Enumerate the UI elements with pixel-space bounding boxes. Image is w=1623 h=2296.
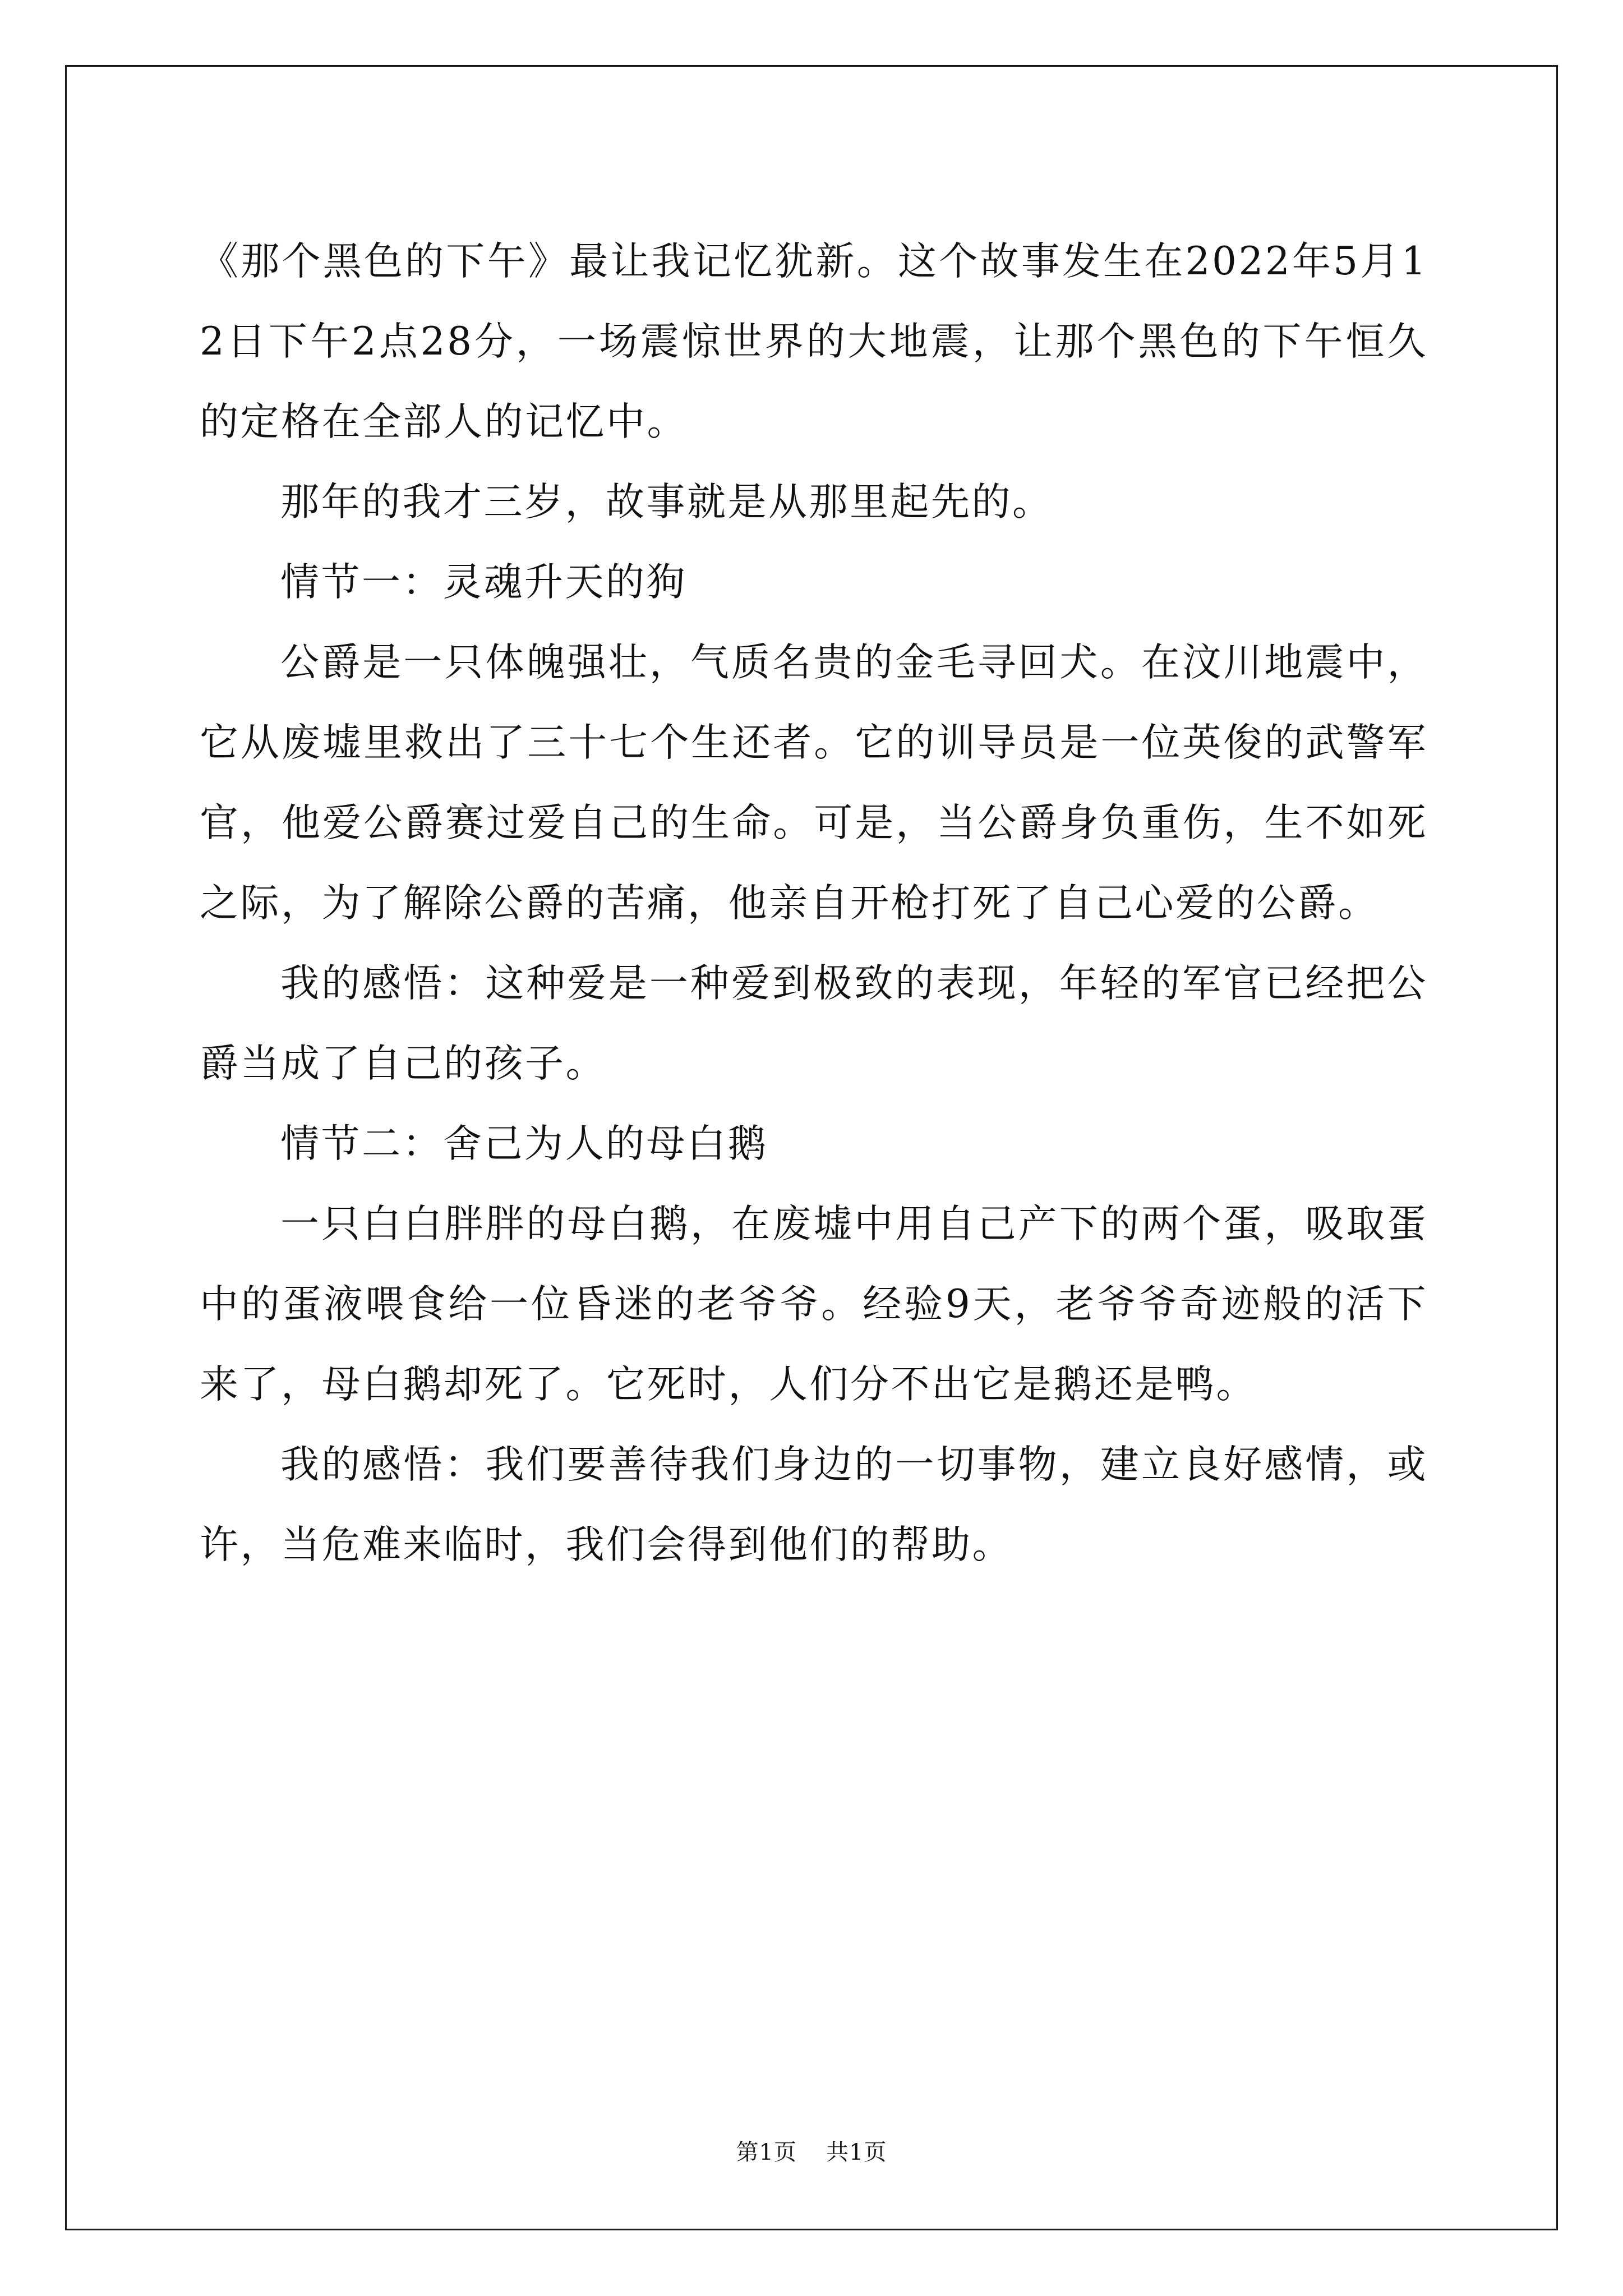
paragraph: 那年的我才三岁，故事就是从那里起先的。 [280, 480, 1053, 524]
page-number: 第1页 [736, 2139, 797, 2165]
page-total: 共1页 [826, 2139, 887, 2165]
paragraph: 我的感悟：这种爱是一种爱到极致的表现，年轻的军官已经把公爵当成了自己的孩子。 [200, 961, 1428, 1086]
page-footer [0, 2134, 1623, 2166]
paragraph: 我的感悟：我们要善待我们身边的一切事物，建立良好感情，或许，当危难来临时，我们会得到他们的帮助。 [200, 1442, 1428, 1567]
paragraph: 公爵是一只体魄强壮，气质名贵的金毛寻回犬。在汶川地震中，它从废墟里救出了三十七个生还者。它的训导员是一位英俊的武警军官，他爱公爵赛过爱自己的生命。可是，当公爵身负重伤，生不如死之际，为了解除公爵的苦痛，他亲自开枪打死了自己心爱的公爵。 [200, 640, 1428, 926]
document-body [200, 222, 1428, 1585]
section-heading: 情节二：舍己为人的母白鹅 [280, 1121, 768, 1166]
section-heading: 情节一：灵魂升天的狗 [280, 560, 687, 605]
paragraph: 一只白白胖胖的母白鹅，在废墟中用自己产下的两个蛋，吸取蛋中的蛋液喂食给一位昏迷的老爷爷。经验9天，老爷爷奇迹般的活下来了，母白鹅却死了。它死时，人们分不出它是鹅还是鸭。 [200, 1202, 1428, 1407]
paragraph: 《那个黑色的下午》最让我记忆犹新。这个故事发生在2022年5月12日下午2点28分，一场震惊世界的大地震，让那个黑色的下午恒久的定格在全部人的记忆中。 [200, 239, 1428, 444]
